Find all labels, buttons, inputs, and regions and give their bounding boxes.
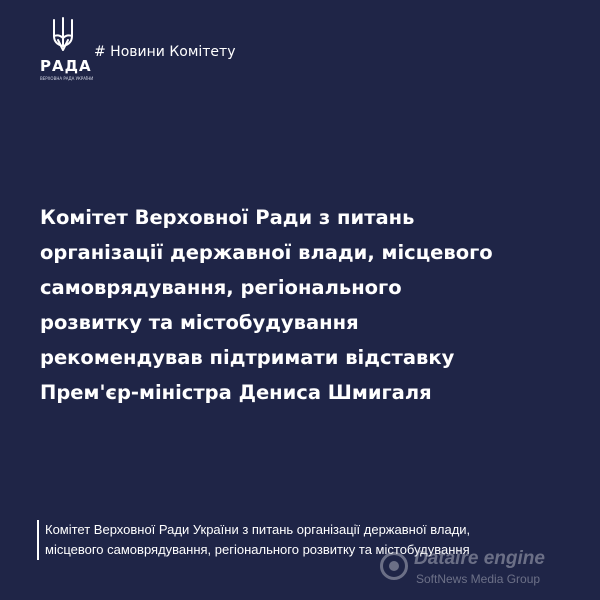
watermark-subtitle: SoftNews Media Group: [416, 572, 541, 586]
trident-icon: [51, 16, 75, 52]
hashtag-label[interactable]: # Новини Комітету: [94, 44, 236, 60]
watermark-title: Dataire engine: [414, 548, 545, 569]
footer-caption: Комітет Верховної Ради України з питань організації державної влади, місцевого самоврядування, регіонального розвитку та містобудування: [37, 520, 600, 560]
logo-subtitle: ВЕРХОВНА РАДА УКРАЇНИ: [40, 76, 94, 81]
watermark: [380, 548, 590, 592]
watermark-logo-icon: [380, 552, 408, 580]
headline: Комітет Верховної Ради з питань організації державної влади, місцевого самоврядування, регіонального розвитку та містобудування рекомендував підтримати відставку Прем'єр-міністра Дениса Шмигаля: [40, 206, 493, 404]
rada-logo: [40, 16, 94, 81]
logo-word: РАДА: [40, 57, 92, 75]
